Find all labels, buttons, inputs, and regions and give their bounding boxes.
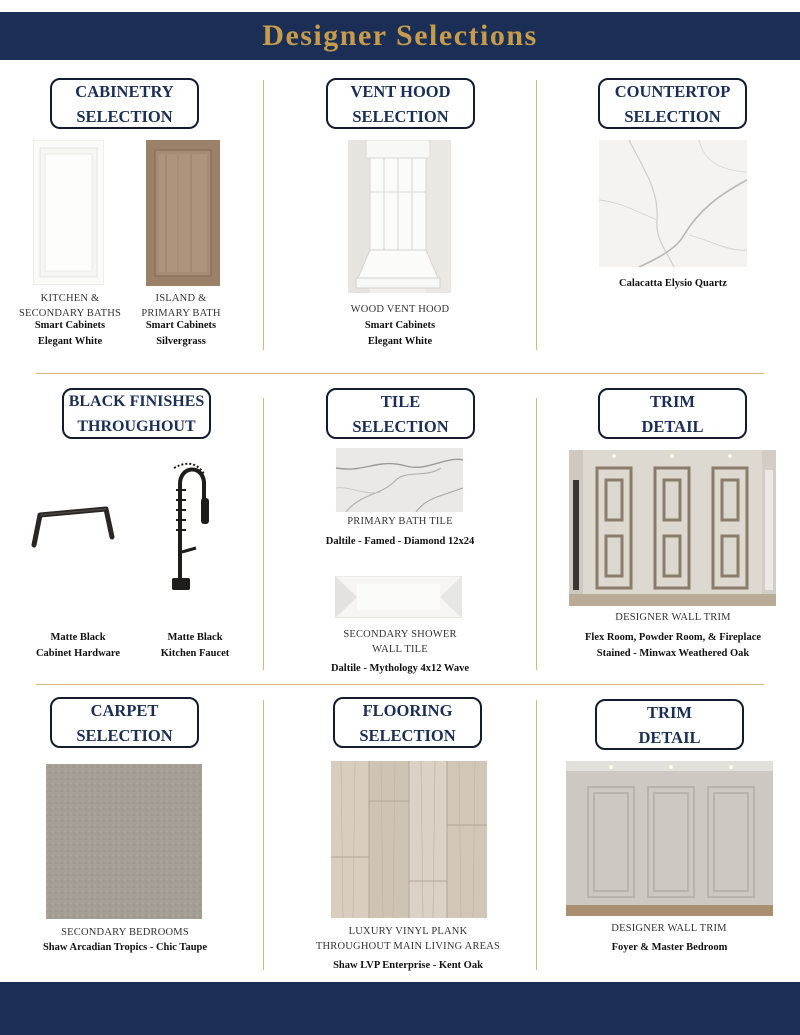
flooring-name: Shaw LVP Enterprise - Kent Oak: [333, 960, 483, 971]
black-finishes-heading: BLACK FINISHES THROUGHOUT: [62, 388, 211, 439]
column-divider: [536, 700, 537, 970]
countertop-name: Calacatta Elysio Quartz: [619, 278, 727, 289]
flooring-caption: LUXURY VINYL PLANK THROUGHOUT MAIN LIVING AREAS: [315, 926, 501, 952]
wall-trim-caption: DESIGNER WALL TRIM: [615, 612, 731, 623]
cabinet-pull-image: [30, 505, 116, 551]
secondary-shower-tile-name: Daltile - Mythology 4x12 Wave: [330, 663, 470, 674]
kitchen-faucet-image: [158, 460, 214, 594]
trim-detail-heading-2: TRIM DETAIL: [595, 699, 744, 750]
cabinet-hardware-label: Matte Black Cabinet Hardware: [35, 632, 121, 659]
primary-bath-tile-name: Daltile - Famed - Diamond 12x24: [325, 536, 475, 547]
wall-trim-details-2: Foyer & Master Bedroom: [611, 942, 728, 953]
white-cabinet-door-image: [33, 140, 104, 285]
tile-selection-heading: TILE SELECTION: [326, 388, 475, 439]
kitchen-cabinet-details: Smart Cabinets Elegant White: [34, 320, 106, 347]
vent-hood-selection-heading: VENT HOOD SELECTION: [326, 78, 475, 129]
cabinetry-selection-heading: CABINETRY SELECTION: [50, 78, 199, 129]
primary-bath-tile-caption: PRIMARY BATH TILE: [347, 516, 453, 527]
kitchen-faucet-label: Matte Black Kitchen Faucet: [160, 632, 230, 659]
carpet-swatch-image: [46, 764, 202, 919]
flooring-selection-heading: FLOORING SELECTION: [333, 697, 482, 748]
kitchen-cabinet-caption: KITCHEN & SECONDARY BATHS: [18, 293, 122, 319]
footer-banner: [0, 982, 800, 1035]
silvergrass-cabinet-door-image: [146, 140, 220, 286]
secondary-shower-tile-image: [335, 576, 462, 618]
carpet-name: Shaw Arcadian Tropics - Chic Taupe: [42, 942, 208, 953]
column-divider: [263, 398, 264, 670]
island-cabinet-caption: ISLAND & PRIMARY BATH: [141, 293, 221, 319]
primary-bath-tile-image: [336, 448, 463, 512]
wall-trim-details: Flex Room, Powder Room, & Fireplace Stained - Minwax Weathered Oak: [584, 632, 762, 659]
calacatta-quartz-image: [599, 140, 747, 267]
secondary-shower-tile-caption: SECONDARY SHOWER WALL TILE: [343, 629, 457, 655]
carpet-caption: SECONDARY BEDROOMS: [61, 927, 189, 938]
wall-trim-painted-image: [566, 761, 773, 916]
row-divider: [36, 373, 764, 374]
column-divider: [536, 80, 537, 350]
column-divider: [263, 700, 264, 970]
row-divider: [36, 684, 764, 685]
island-cabinet-details: Smart Cabinets Silvergrass: [145, 320, 217, 347]
wall-trim-caption-2: DESIGNER WALL TRIM: [611, 923, 727, 934]
trim-detail-heading: TRIM DETAIL: [598, 388, 747, 439]
column-divider: [536, 398, 537, 670]
wall-trim-stained-image: [569, 450, 776, 606]
header-banner: [0, 12, 800, 60]
vent-hood-image: [348, 140, 451, 293]
vent-hood-details: Smart Cabinets Elegant White: [364, 320, 436, 347]
page-title: Designer Selections: [262, 19, 538, 52]
countertop-selection-heading: COUNTERTOP SELECTION: [598, 78, 747, 129]
carpet-selection-heading: CARPET SELECTION: [50, 697, 199, 748]
lvp-flooring-image: [331, 761, 487, 918]
column-divider: [263, 80, 264, 350]
vent-hood-caption: WOOD VENT HOOD: [350, 304, 450, 315]
